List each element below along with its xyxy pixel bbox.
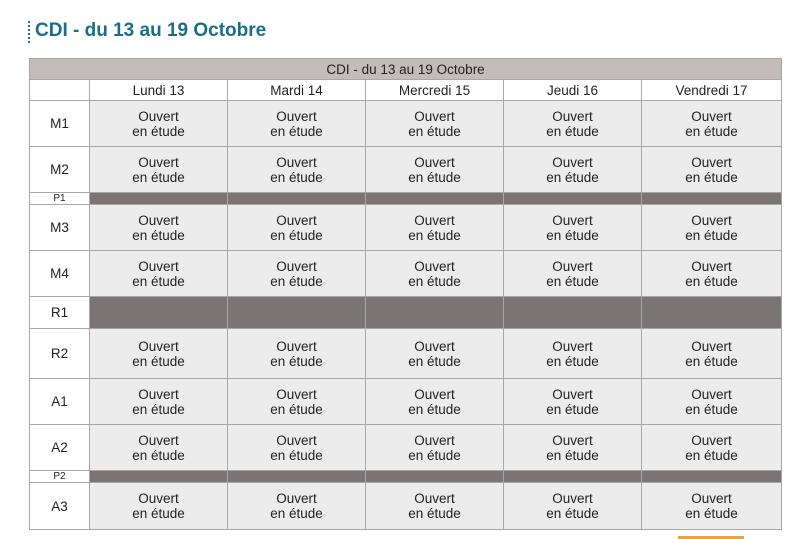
slot-label: P1 (30, 193, 90, 205)
schedule-cell-open (228, 101, 366, 147)
cell-status: Ouvert (691, 491, 732, 506)
cell-detail: en étude (685, 227, 738, 243)
schedule-cell-break (504, 193, 642, 205)
schedule-cell-open (228, 425, 366, 471)
cell-detail: en étude (685, 447, 738, 463)
slot-label: M4 (30, 251, 90, 297)
cell-detail: en étude (546, 169, 599, 185)
cell-status: Ouvert (138, 432, 179, 448)
day-header-row (30, 80, 782, 101)
cell-detail: en étude (408, 401, 461, 417)
day-header: Lundi 13 (90, 80, 228, 101)
cell-detail: en étude (685, 506, 738, 521)
cell-detail: en étude (270, 273, 323, 289)
schedule-cell-break (642, 193, 782, 205)
schedule-cell-open (642, 205, 782, 251)
schedule-cell-open (504, 251, 642, 297)
cell-status: Ouvert (691, 338, 732, 354)
schedule-cell-open (366, 101, 504, 147)
schedule-cell-open (228, 147, 366, 193)
cell-status: Ouvert (552, 491, 593, 506)
schedule-cell-open (504, 379, 642, 425)
cell-status: Ouvert (552, 338, 593, 354)
schedule-row (30, 329, 782, 379)
cell-status: Ouvert (691, 432, 732, 448)
schedule-cell-open (90, 329, 228, 379)
corner-cell (30, 80, 90, 101)
schedule-cell-closed (642, 297, 782, 329)
cell-status: Ouvert (276, 338, 317, 354)
slot-label: M2 (30, 147, 90, 193)
schedule-row (30, 101, 782, 147)
cell-detail: en étude (270, 169, 323, 185)
schedule-cell-open (366, 425, 504, 471)
cell-detail: en étude (408, 506, 461, 521)
cell-status: Ouvert (414, 212, 455, 228)
cell-detail: en étude (132, 506, 185, 521)
slot-label: A3 (30, 483, 90, 530)
cell-detail: en étude (546, 273, 599, 289)
cell-detail: en étude (132, 353, 185, 369)
cell-detail: en étude (546, 123, 599, 139)
cell-status: Ouvert (414, 338, 455, 354)
cell-detail: en étude (132, 401, 185, 417)
schedule-cell-break (90, 471, 228, 483)
cell-status: Ouvert (552, 108, 593, 124)
cell-detail: en étude (685, 401, 738, 417)
cell-detail: en étude (408, 353, 461, 369)
schedule-cell-closed (90, 297, 228, 329)
cell-status: Ouvert (276, 432, 317, 448)
schedule-row (30, 425, 782, 471)
cell-status: Ouvert (138, 338, 179, 354)
cell-detail: en étude (270, 447, 323, 463)
schedule-cell-break (366, 193, 504, 205)
schedule-cell-open (228, 205, 366, 251)
schedule-cell-open (90, 205, 228, 251)
schedule-cell-open (90, 147, 228, 193)
schedule-cell-open (90, 425, 228, 471)
slot-label: A2 (30, 425, 90, 471)
cell-status: Ouvert (552, 258, 593, 274)
schedule-cell-open (642, 483, 782, 530)
cell-detail: en étude (546, 353, 599, 369)
schedule-cell-open (228, 329, 366, 379)
schedule-row (30, 147, 782, 193)
cell-status: Ouvert (138, 386, 179, 402)
cell-status: Ouvert (691, 108, 732, 124)
cell-status: Ouvert (138, 258, 179, 274)
schedule-cell-open (228, 251, 366, 297)
schedule-row (30, 205, 782, 251)
cell-detail: en étude (408, 169, 461, 185)
schedule-cell-open (504, 147, 642, 193)
cell-status: Ouvert (552, 432, 593, 448)
schedule-row (30, 297, 782, 329)
schedule-cell-break (366, 471, 504, 483)
cell-status: Ouvert (414, 258, 455, 274)
cell-status: Ouvert (414, 386, 455, 402)
cell-status: Ouvert (414, 432, 455, 448)
schedule-cell-open (504, 483, 642, 530)
cell-status: Ouvert (691, 258, 732, 274)
cell-detail: en étude (546, 227, 599, 243)
cell-detail: en étude (132, 227, 185, 243)
cell-status: Ouvert (414, 108, 455, 124)
schedule-cell-open (366, 483, 504, 530)
schedule-body (30, 101, 782, 530)
slot-label: P2 (30, 471, 90, 483)
title-marker (28, 21, 30, 43)
schedule-cell-break (504, 471, 642, 483)
day-header: Jeudi 16 (504, 80, 642, 101)
schedule-cell-open (642, 329, 782, 379)
cell-status: Ouvert (691, 386, 732, 402)
caption-row (30, 59, 782, 80)
schedule-cell-closed (366, 297, 504, 329)
cell-detail: en étude (408, 227, 461, 243)
cell-detail: en étude (546, 506, 599, 521)
schedule-row (30, 251, 782, 297)
slot-label: A1 (30, 379, 90, 425)
slot-label: M3 (30, 205, 90, 251)
schedule-cell-open (642, 379, 782, 425)
cell-status: Ouvert (138, 212, 179, 228)
schedule-cell-closed (228, 297, 366, 329)
schedule-cell-open (366, 205, 504, 251)
schedule-cell-open (504, 205, 642, 251)
schedule-cell-open (366, 147, 504, 193)
cell-detail: en étude (132, 123, 185, 139)
cell-status: Ouvert (414, 154, 455, 170)
cell-detail: en étude (685, 273, 738, 289)
page-title: CDI - du 13 au 19 Octobre (35, 20, 267, 41)
cell-status: Ouvert (552, 212, 593, 228)
cell-status: Ouvert (276, 386, 317, 402)
cell-status: Ouvert (414, 491, 455, 506)
cell-status: Ouvert (691, 212, 732, 228)
slot-label: R2 (30, 329, 90, 379)
schedule-cell-open (90, 483, 228, 530)
slot-label: R1 (30, 297, 90, 329)
day-header: Vendredi 17 (642, 80, 782, 101)
cell-detail: en étude (685, 169, 738, 185)
cell-status: Ouvert (552, 154, 593, 170)
schedule-cell-open (642, 147, 782, 193)
cell-detail: en étude (270, 227, 323, 243)
schedule-cell-open (504, 101, 642, 147)
schedule-cell-open (228, 483, 366, 530)
schedule-cell-open (90, 101, 228, 147)
schedule-cell-open (90, 379, 228, 425)
cell-status: Ouvert (138, 108, 179, 124)
cell-detail: en étude (270, 401, 323, 417)
schedule-cell-open (642, 425, 782, 471)
cell-detail: en étude (685, 353, 738, 369)
cell-detail: en étude (132, 447, 185, 463)
schedule-row (30, 379, 782, 425)
schedule-cell-break (228, 471, 366, 483)
schedule-row (30, 471, 782, 483)
cell-status: Ouvert (276, 491, 317, 506)
slot-label: M1 (30, 101, 90, 147)
schedule-cell-break (642, 471, 782, 483)
cell-status: Ouvert (691, 154, 732, 170)
schedule-cell-closed (504, 297, 642, 329)
day-header: Mercredi 15 (366, 80, 504, 101)
schedule-cell-open (504, 329, 642, 379)
schedule-cell-open (366, 329, 504, 379)
schedule-cell-open (90, 251, 228, 297)
schedule-row (30, 193, 782, 205)
cell-status: Ouvert (276, 258, 317, 274)
schedule-table (29, 58, 782, 530)
cell-detail: en étude (408, 447, 461, 463)
cell-detail: en étude (132, 273, 185, 289)
cell-detail: en étude (270, 353, 323, 369)
schedule-cell-open (366, 379, 504, 425)
cell-status: Ouvert (276, 154, 317, 170)
schedule-cell-break (228, 193, 366, 205)
schedule-cell-open (642, 251, 782, 297)
cell-status: Ouvert (276, 108, 317, 124)
cell-status: Ouvert (138, 154, 179, 170)
schedule-cell-break (90, 193, 228, 205)
schedule-cell-open (504, 425, 642, 471)
cell-detail: en étude (685, 123, 738, 139)
cell-detail: en étude (270, 506, 323, 521)
cell-detail: en étude (408, 273, 461, 289)
cell-detail: en étude (132, 169, 185, 185)
cell-detail: en étude (270, 123, 323, 139)
schedule-cell-open (228, 379, 366, 425)
schedule-cell-open (642, 101, 782, 147)
cell-status: Ouvert (138, 491, 179, 506)
table-caption: CDI - du 13 au 19 Octobre (30, 59, 782, 80)
schedule-cell-open (366, 251, 504, 297)
cell-detail: en étude (546, 401, 599, 417)
cell-status: Ouvert (276, 212, 317, 228)
schedule-row (30, 483, 782, 530)
cell-detail: en étude (546, 447, 599, 463)
day-header: Mardi 14 (228, 80, 366, 101)
cell-detail: en étude (408, 123, 461, 139)
cell-status: Ouvert (552, 386, 593, 402)
